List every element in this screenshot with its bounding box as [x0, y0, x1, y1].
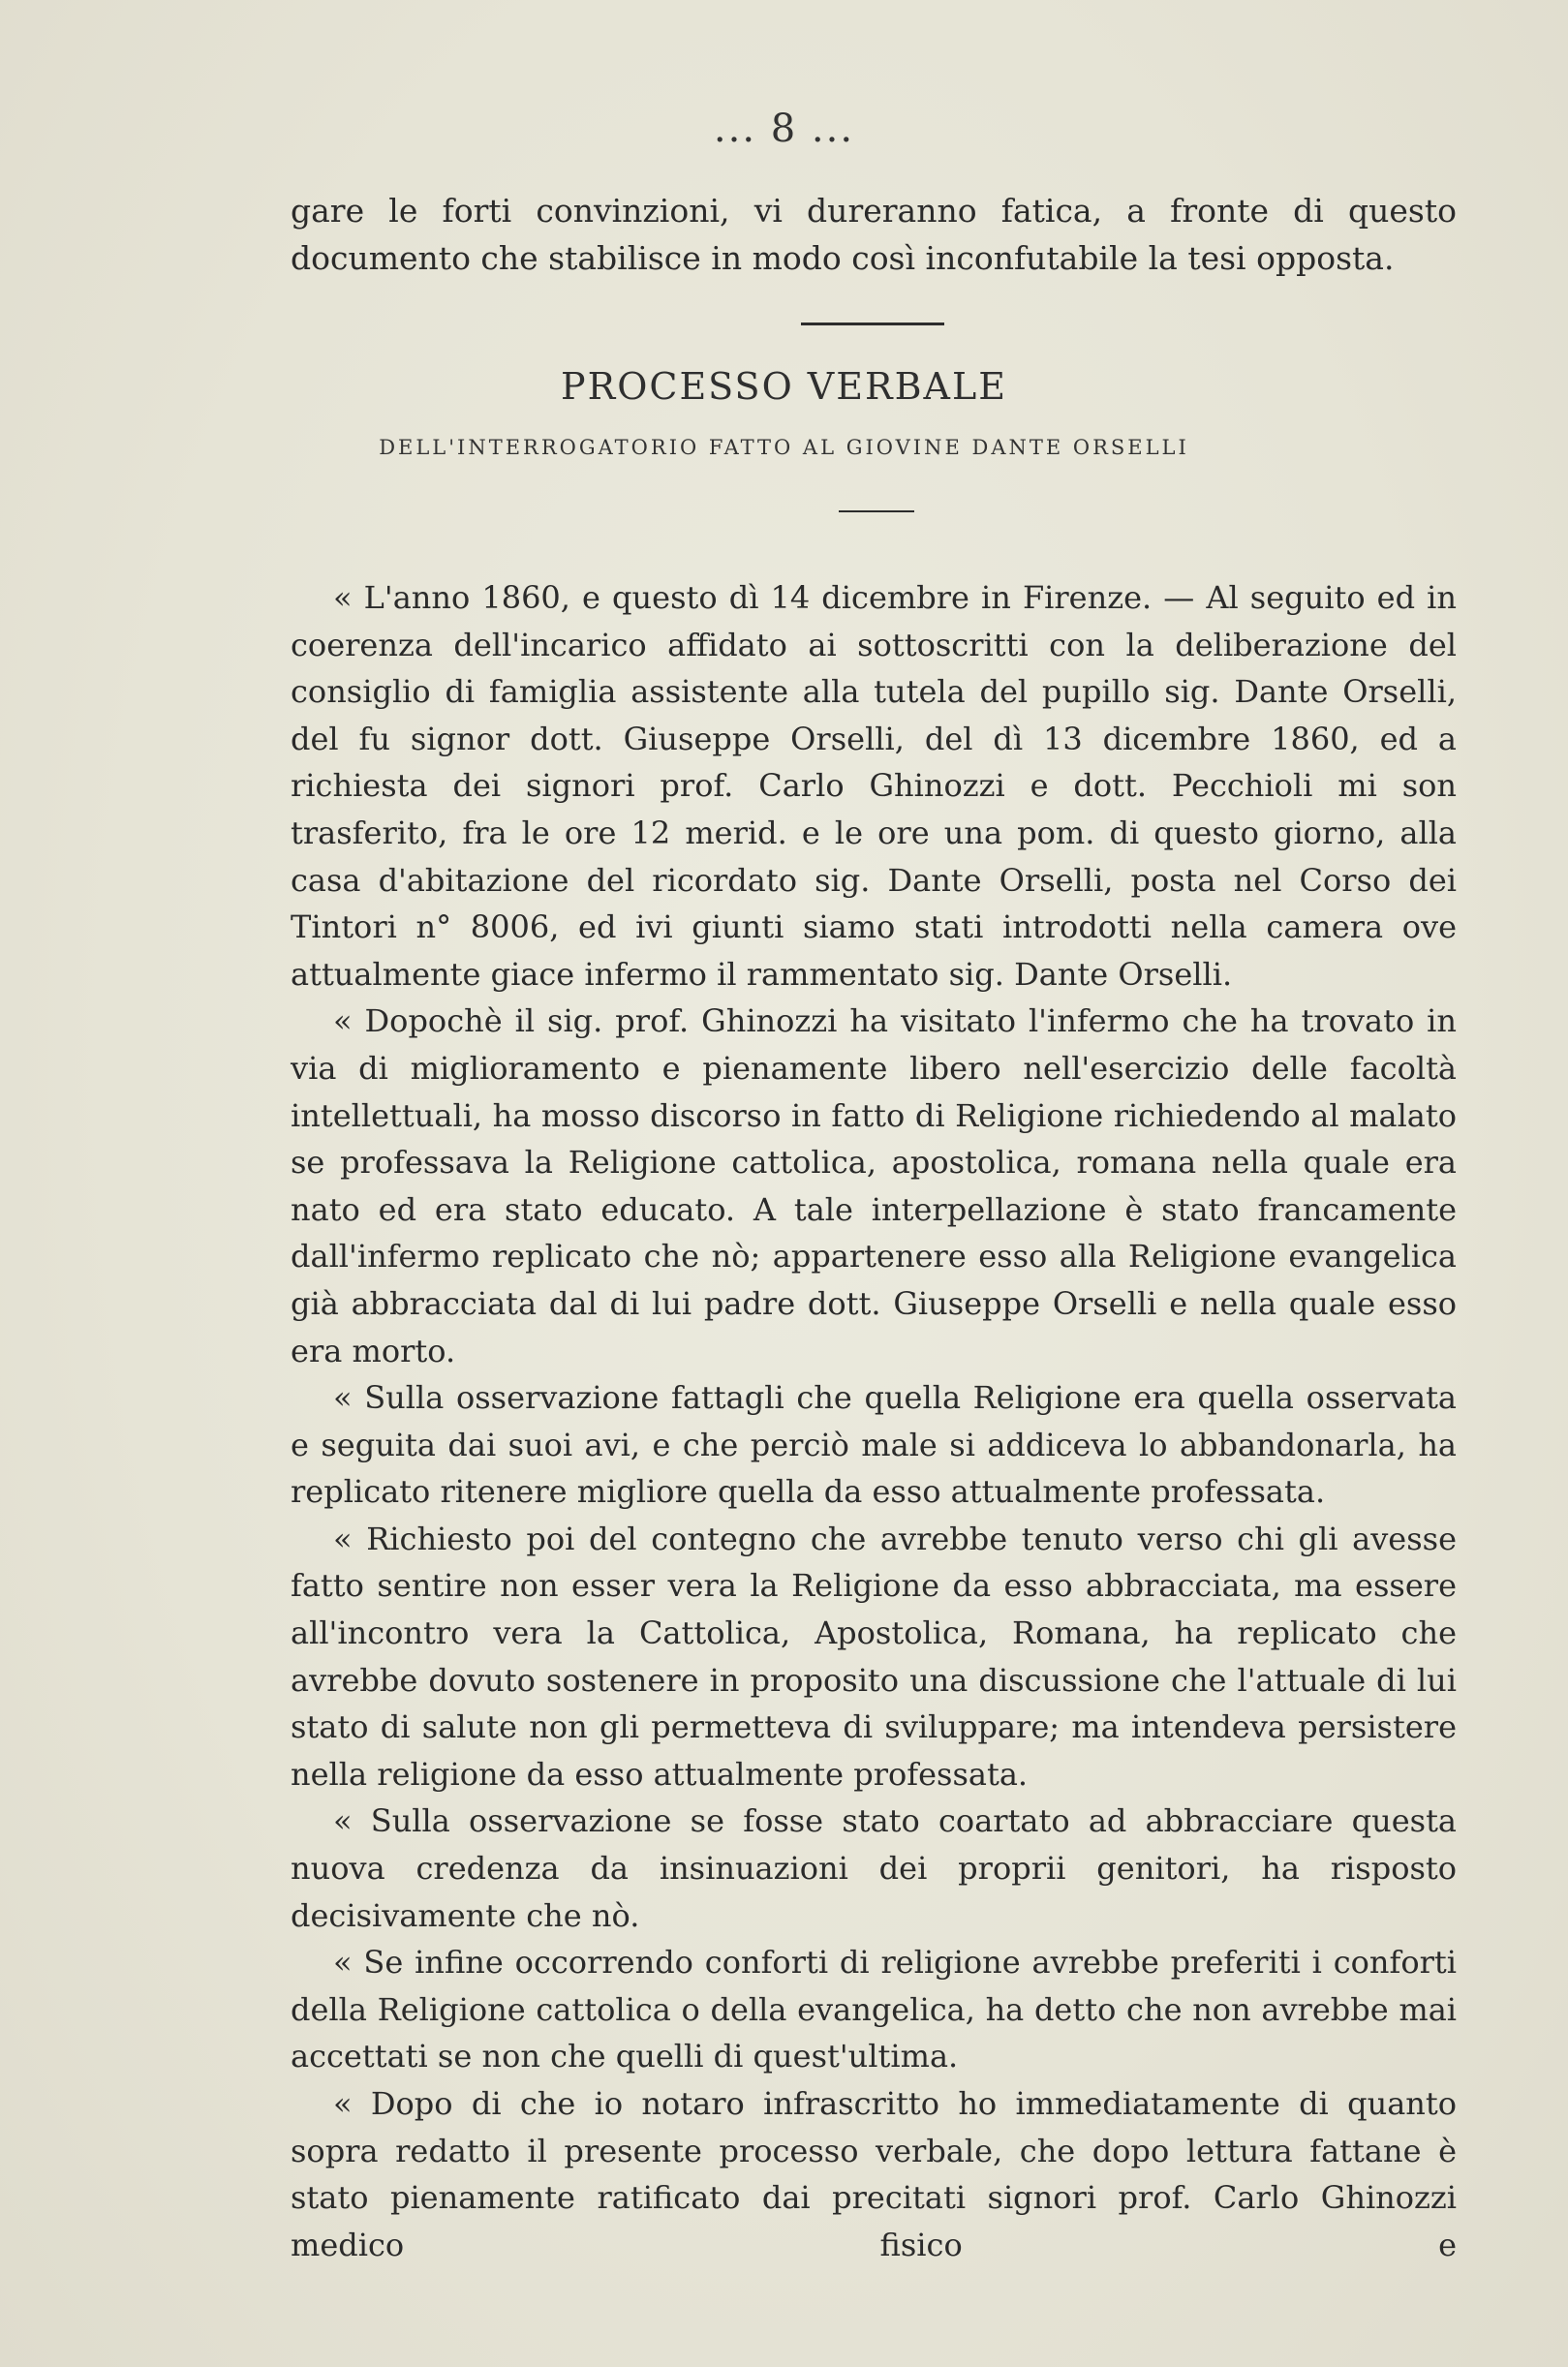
paragraph-7: « Dopo di che io notaro infrascritto ho immediatamente di quanto sopra redatto il presente processo verbale, che dopo lettura fattane è stato pienamente ratificato dai precitati signori prof. Carlo Ghinozzi medico fisico e	[291, 2085, 1457, 2263]
paragraph-4: « Richiesto poi del contegno che avrebbe tenuto verso chi gli avesse fatto sentire non esser vera la Religione da esso abbracciata, ma essere all'incontro vera la Cattolica, Apostolica, Romana, ha replicato che avrebbe dovuto sostenere in proposito una discussione che l'attuale di lui stato di salute non gli permetteva di sviluppare; ma intendeva persistere nella religione da esso attualmente professata.	[291, 1520, 1457, 1793]
title-rule-top	[801, 323, 944, 325]
paragraph-2: « Dopochè il sig. prof. Ghinozzi ha visitato l'infermo che ha trovato in via di miglioramento e pienamente libero nell'esercizio delle facoltà intellettuali, ha mosso discorso in fatto di Religione richiedendo al malato se professava la Religione cattolica, apostolica, romana nella quale era nato ed era stato educato. A tale interpellazione è stato francamente dall'infermo replicato che nò; appartenere esso alla Religione evangelica già abbracciata dal di lui padre dott. Giuseppe Orselli e nella quale esso era morto.	[291, 1002, 1457, 1369]
paragraph-6: « Se infine occorrendo conforti di religione avrebbe preferiti i conforti della Religione cattolica o della evangelica, ha detto che non avrebbe mai accettati se non che quelli di quest'ultima.	[291, 1944, 1457, 2075]
verbale-body	[291, 574, 1457, 2268]
section-title: PROCESSO VERBALE	[561, 365, 1007, 408]
page-number: ... 8 ...	[713, 107, 855, 151]
intro-paragraph: gare le forti convinzioni, vi dureranno fatica, a fronte di questo documento che stabilisce in modo così inconfutabile la tesi opposta.	[291, 192, 1457, 277]
paragraph-3: « Sulla osservazione fattagli che quella Religione era quella osservata e seguita dai suoi avi, e che perciò male si addiceva lo abbandonarla, ha replicato ritenere migliore quella da esso attualmente professata.	[291, 1379, 1457, 1511]
paragraph-1: « L'anno 1860, e questo dì 14 dicembre in Firenze. — Al seguito ed in coerenza dell'incarico affidato ai sottoscritti con la deliberazione del consiglio di famiglia assistente alla tutela del pupillo sig. Dante Orselli, del fu signor dott. Giuseppe Orselli, del dì 13 dicembre 1860, ed a richiesta dei signori prof. Carlo Ghinozzi e dott. Pecchioli mi son trasferito, fra le ore 12 merid. e le ore una pom. di questo giorno, alla casa d'abitazione del ricordato sig. Dante Orselli, posta nel Corso dei Tintori n° 8006, ed ivi giunti siamo stati introdotti nella camera ove attualmente giace infermo il rammentato sig. Dante Orselli.	[291, 579, 1457, 993]
title-rule-bottom	[839, 510, 914, 512]
paragraph-5: « Sulla osservazione se fosse stato coartato ad abbracciare questa nuova credenza da insinuazioni dei proprii genitori, ha risposto decisivamente che nò.	[291, 1802, 1457, 1934]
section-subtitle: DELL'INTERROGATORIO FATTO AL GIOVINE DANTE ORSELLI	[379, 436, 1189, 459]
